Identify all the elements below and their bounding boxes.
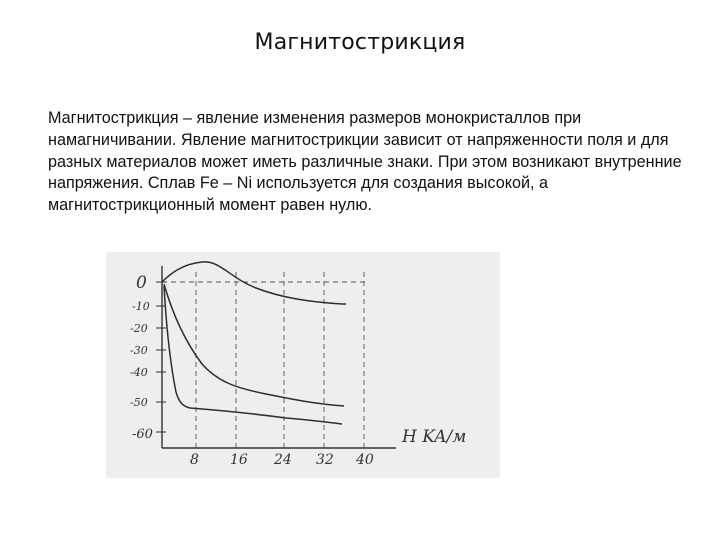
x-label-8: 8 [190,452,199,468]
x-label-32: 32 [316,452,334,468]
y-label-50: -50 [130,396,148,409]
body-paragraph: Магнитострикция – явление изменения размеров монокристаллов при намагничивании. Явление магнитострикции зависит от напряженности поля и для разных материалов может иметь различные знаки. При этом возникают внутренние напряжения. Сплав Fe – Ni используется для создания высокой, а магнитострикционный момент равен нулю. [48,109,682,215]
graph-svg [106,252,500,478]
x-axis-label: H KA/м [402,427,467,447]
x-label-24: 24 [274,452,292,468]
magnetostriction-graph-image [106,252,500,478]
y-label-60: -60 [132,427,153,442]
y-label-10: -10 [132,300,150,313]
x-label-40: 40 [356,452,374,468]
x-label-16: 16 [230,452,248,468]
y-label-0: 0 [136,273,147,293]
y-label-20: -20 [130,322,148,335]
y-label-40: -40 [130,366,148,379]
slide-title: Магнитострикция [254,30,466,55]
y-label-30: -30 [130,344,148,357]
